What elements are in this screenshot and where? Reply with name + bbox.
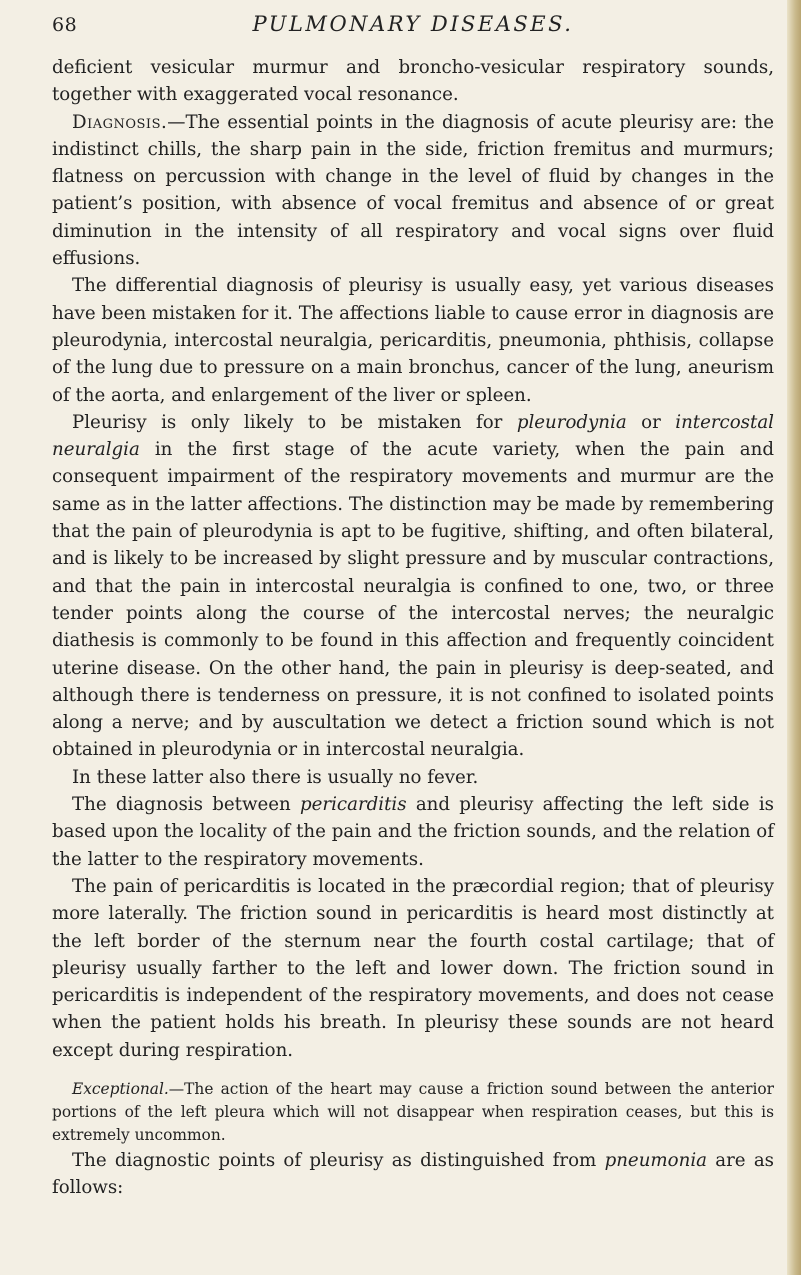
term-intercostal-neuralgia: intercostal neuralgia xyxy=(52,411,774,461)
paragraph-diagnosis xyxy=(52,109,774,273)
small-print-note xyxy=(52,1078,774,1147)
paragraph-pleurodynia xyxy=(52,409,774,764)
page-number: 68 xyxy=(52,14,78,36)
paragraph-exceptional xyxy=(52,1078,774,1147)
term-pericarditis: pericarditis xyxy=(300,794,407,816)
term-exceptional: Exceptional. xyxy=(72,1079,169,1098)
text-span: The diagnostic points of pleurisy as distinguished from xyxy=(72,1149,605,1171)
text-span: —The action of the heart may cause a friction sound between the anterior portions of the left pleura which will not disappear when respiration ceases, but this is extremely uncommon. xyxy=(52,1079,774,1144)
paragraph-differential: The differential diagnosis of pleurisy is usually easy, yet various diseases have been mistaken for it. The affections liable to cause error in diagnosis are pleurodynia, intercostal neuralgia, pericarditis, pneumonia, phthisis, collapse of the lung due to pressure on a main bronchus, cancer of the lung, aneurism of the aorta, and enlargement of the liver or spleen. xyxy=(52,275,774,406)
paragraph-fever: In these latter also there is usually no fever. xyxy=(72,766,479,788)
paragraph-continuation: deficient vesicular murmur and broncho-vesicular respiratory sounds, together with exaggerated vocal resonance. xyxy=(52,57,774,106)
term-pleurodynia: pleurodynia xyxy=(516,411,627,433)
text-span: or xyxy=(626,411,676,433)
page-edge-shadow xyxy=(787,0,801,1275)
text-span: are as follows: xyxy=(52,1149,774,1199)
text-span: Pleurisy is only likely to be mistaken for xyxy=(72,411,517,433)
diagnosis-text: —The essential points in the diagnosis of acute pleurisy are: the indistinct chills, the sharp pain in the side, friction fremitus and murmurs; flatness on percussion with change in the level of fluid by changes in the patient’s position, with absence of vocal fremitus and absence of or great diminution in the intensity of all respiratory and vocal signs over fluid effusions. xyxy=(52,111,774,270)
page-header xyxy=(52,6,774,42)
section-heading-diagnosis: Diagnosis. xyxy=(72,111,168,133)
text-span: in the first stage of the acute variety, when the pain and consequent impairment of the respiratory movements and murmur are the same as in the latter affections. The distinction may be made by remembering that the pain of pleurodynia is apt to be fugitive, shifting, and often bilateral, and is likely to be increased by slight pressure and by muscular contractions, and that the pain in intercostal neuralgia is confined to one, two, or three tender points along the course of the intercostal nerves; the neuralgic diathesis is commonly to be found in this affection and frequently coincident uterine disease. On the other hand, the pain in pleurisy is deep-seated, and although there is tenderness on pressure, it is not confined to isolated points along a nerve; and by auscultation we detect a friction sound which is not obtained in pleurodynia or in intercostal neuralgia. xyxy=(52,439,774,761)
book-page xyxy=(52,6,774,1202)
term-pneumonia: pneumonia xyxy=(604,1149,707,1171)
paragraph-pneumonia xyxy=(52,1147,774,1202)
text-span: and pleurisy affecting the left side is based upon the locality of the pain and the friction sounds, and the relation of the latter to the respiratory movements. xyxy=(52,794,774,870)
running-title: PULMONARY DISEASES. xyxy=(252,12,574,36)
paragraph-pericarditis xyxy=(52,791,774,873)
paragraph-pain-location: The pain of pericarditis is located in the præcordial region; that of pleurisy more laterally. The friction sound in pericarditis is heard most distinctly at the left border of the sternum near the fourth costal cartilage; that of pleurisy usually farther to the left and lower down. The friction sound in pericarditis is independent of the respiratory movements, and does not cease when the patient holds his breath. In pleurisy these sounds are not heard except during respiration. xyxy=(52,875,774,1061)
body-text xyxy=(52,54,774,1202)
text-span: The diagnosis between xyxy=(72,794,301,816)
